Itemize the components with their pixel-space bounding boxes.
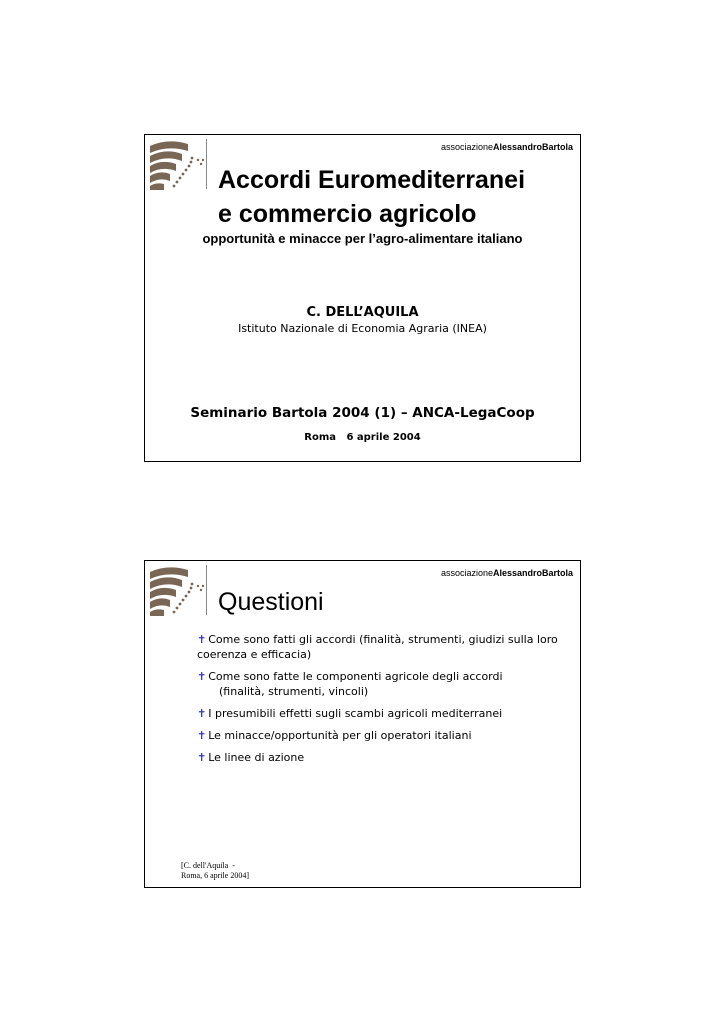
bullet-text: Come sono fatte le componenti agricole degli accordi	[208, 670, 503, 683]
slide-title	[144, 134, 581, 462]
logo-divider	[206, 565, 207, 615]
list-item	[197, 669, 567, 699]
list-item	[197, 632, 567, 662]
bullet-text: Le minacce/opportunità per gli operatori italiani	[208, 729, 472, 742]
logo-divider	[206, 139, 207, 189]
bullet-text-continued: (finalità, strumenti, vincoli)	[219, 685, 369, 698]
cross-bullet-icon: ✝	[197, 707, 207, 720]
brand-prefix: associazione	[440, 142, 493, 152]
slide-footer: [C. dell'Aquila - Roma, 6 aprile 2004]	[181, 861, 249, 880]
slide-subtitle: opportunità e minacce per l’agro-alimentare italiano	[202, 231, 523, 246]
bullet-text: Come sono fatti gli accordi (finalità, strumenti, giudizi sulla loro	[208, 633, 558, 646]
author-institute: Istituto Nazionale di Economia Agraria (INEA)	[238, 322, 487, 335]
seminar-title: Seminario Bartola 2004 (1) – ANCA-LegaCoop	[190, 405, 535, 421]
slide-title-heading	[218, 163, 525, 231]
cross-bullet-icon: ✝	[197, 670, 207, 683]
slide-questioni	[144, 560, 581, 888]
title-line-1: Accordi Euromediterranei	[218, 166, 526, 194]
slide-title-heading: Questioni	[218, 588, 324, 616]
bullet-text-continued: coerenza e efficacia)	[197, 648, 312, 661]
brand-name: AlessandroBartola	[492, 142, 573, 152]
questions-list	[197, 632, 567, 772]
bartola-logo-icon	[148, 138, 206, 194]
brand-label	[441, 568, 573, 578]
cross-bullet-icon: ✝	[197, 751, 207, 764]
bartola-logo-icon	[148, 564, 206, 620]
cross-bullet-icon: ✝	[197, 633, 207, 646]
brand-name: AlessandroBartola	[492, 568, 573, 578]
cross-bullet-icon: ✝	[197, 729, 207, 742]
author-name: C. DELL’AQUILA	[306, 305, 419, 320]
list-item	[197, 750, 567, 765]
seminar-date: Roma 6 aprile 2004	[304, 432, 421, 443]
brand-prefix: associazione	[440, 568, 493, 578]
list-item	[197, 728, 567, 743]
brand-label	[441, 142, 573, 152]
bullet-text: Le linee di azione	[208, 751, 305, 764]
title-line-2: e commercio agricolo	[218, 200, 477, 228]
list-item	[197, 706, 567, 721]
bullet-text: I presumibili effetti sugli scambi agricoli mediterranei	[208, 707, 503, 720]
